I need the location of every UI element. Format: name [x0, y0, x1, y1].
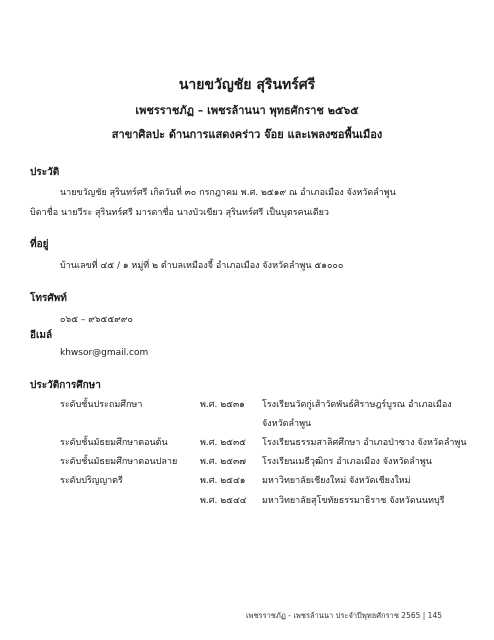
email-value: khwsor@gmail.com	[60, 348, 149, 358]
field-title: สาขาศิลปะ ด้านการแสดงคร่าว จ๊อย และเพลงซอพื้นเมือง	[111, 128, 383, 141]
education-school: โรงเรียนเมธีวุฒิกร อำเภอเมือง จังหวัดลำพูน	[262, 457, 432, 467]
education-year: พ.ศ. ๒๕๓๑	[200, 400, 245, 410]
person-name-title: นายขวัญชัย สุรินทร์ศรี	[178, 77, 316, 93]
education-year: พ.ศ. ๒๕๓๕	[200, 438, 246, 448]
biography-line-1: นายขวัญชัย สุรินทร์ศรี เกิดวันที่ ๓๐ กรกฎาคม พ.ศ. ๒๕๑๙ ณ อำเภอเมือง จังหวัดลำพูน	[60, 188, 396, 198]
education-school-cont: จังหวัดลำพูน	[262, 419, 312, 429]
award-title: เพชรราชภัฏ – เพชรล้านนา พุทธศักราช ๒๕๖๕	[135, 104, 359, 117]
education-school: โรงเรียนวัดกู่เส้าวัดพันธ์ศิราษฎร์บูรณ อำเภอเมือง	[262, 400, 452, 410]
biography-line-2: บิดาชื่อ นายวีระ สุรินทร์ศรี มารดาชื่อ นางบัวเขียว สุรินทร์ศรี เป็นบุตรคนเดียว	[30, 208, 329, 218]
education-year: พ.ศ. ๒๕๔๑	[200, 476, 246, 486]
page-footer: เพชรราชภัฏ - เพชรล้านนา ประจำปีพุทธศักราช 2565 | 145	[245, 611, 442, 620]
education-year: พ.ศ. ๒๕๔๔	[200, 496, 247, 506]
education-school: มหาวิทยาลัยเชียงใหม่ จังหวัดเชียงใหม่	[262, 476, 411, 486]
education-level: ระดับชั้นมัธยมศึกษาตอนปลาย	[60, 457, 178, 467]
phone-value: ๐๖๕ – ๙๖๕๕๙๙๐	[60, 315, 133, 325]
phone-heading: โทรศัพท์	[30, 293, 67, 304]
education-level: ระดับชั้นมัธยมศึกษาตอนต้น	[60, 438, 168, 448]
address-value: บ้านเลขที่ ๔๕ / ๑ หมู่ที่ ๒ ตำบลเหมืองจี้ อำเภอเมือง จังหวัดลำพูน ๕๑๐๐๐	[60, 261, 344, 271]
education-level: ระดับปริญญาตรี	[60, 476, 123, 486]
biography-heading: ประวัติ	[30, 167, 60, 178]
education-year: พ.ศ. ๒๕๓๗	[200, 457, 246, 467]
address-heading: ที่อยู่	[30, 239, 49, 250]
education-school: โรงเรียนธรรมสาลิศศึกษา อำเภอป่าซาง จังหวัดลำพูน	[262, 438, 467, 448]
education-school: มหาวิทยาลัยสุโขทัยธรรมาธิราช จังหวัดนนทบุรี	[262, 496, 445, 506]
education-level: ระดับชั้นประถมศึกษา	[60, 400, 143, 410]
education-heading: ประวัติการศึกษา	[30, 380, 101, 391]
email-heading: อีเมล์	[30, 330, 53, 341]
